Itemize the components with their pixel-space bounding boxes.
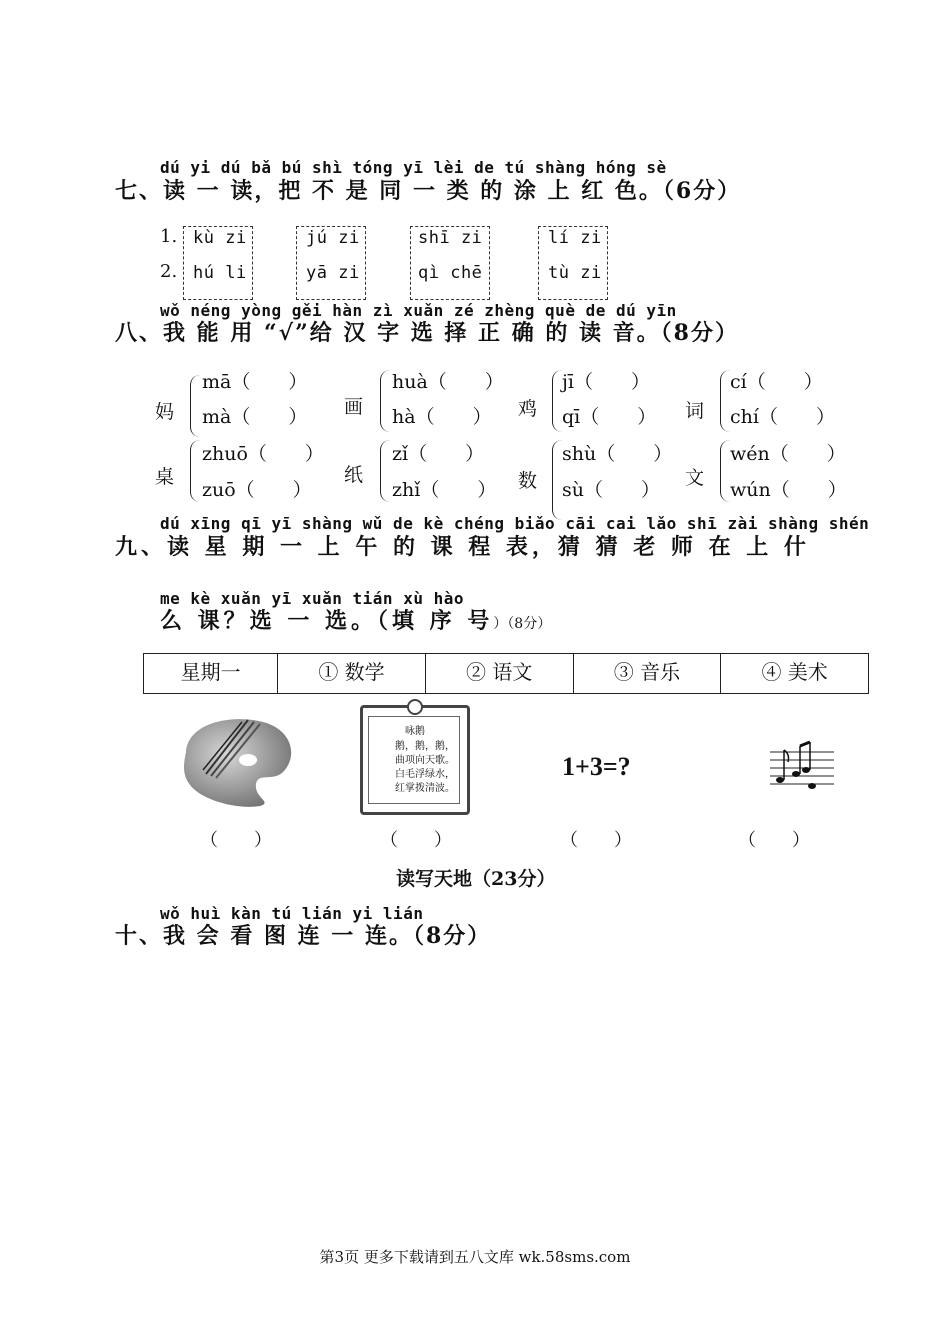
q9-pinyin-line2: me kè xuǎn yī xuǎn tián xù hào bbox=[160, 589, 464, 608]
option-ji1[interactable]: jī（ ） bbox=[562, 371, 650, 393]
brace-zhuo bbox=[190, 440, 201, 502]
option-hua4[interactable]: huà（ ） bbox=[392, 371, 504, 393]
q8-title: 八、我 能 用 “√”给 汉 字 选 择 正 确 的 读 音。（8分） bbox=[115, 320, 739, 346]
q10-pinyin: wǒ huì kàn tú lián yi lián bbox=[160, 904, 424, 923]
schedule-option-chinese: ② 语文 bbox=[425, 654, 573, 694]
q7-pinyin: dú yi dú bǎ bú shì tóng yī lèi de tú shàng hóng sè bbox=[160, 158, 667, 177]
q7-title: 七、读 一 读，把 不 是 同 一 类 的 涂 上 红 色。（6分） bbox=[115, 178, 742, 204]
word-yazi: yā zi bbox=[306, 263, 360, 283]
page-footer: 第3页 更多下载请到五八文库 wk.58sms.com bbox=[319, 1248, 631, 1266]
brace-hua bbox=[380, 370, 391, 432]
option-ma4[interactable]: mà（ ） bbox=[202, 406, 308, 428]
q9-pinyin-line1: dú xīng qī yī shàng wǔ de kè chéng biǎo cāi cai lǎo shī zài shàng shén bbox=[160, 514, 870, 533]
word-shizi: shī zi bbox=[418, 228, 483, 248]
q9-title-line1: 九、读 星 期 一 上 午 的 课 程 表，猜 猜 老 师 在 上 什 bbox=[115, 534, 810, 560]
char-hua: 画 bbox=[344, 396, 364, 418]
char-ma: 妈 bbox=[155, 401, 175, 423]
schedule-day: 星期一 bbox=[144, 654, 278, 694]
poem-title: 咏鹅 bbox=[405, 726, 425, 737]
q9-title-line2: 么 课？选 一 选。（填 序 号）（8分） bbox=[160, 608, 552, 634]
option-wun2[interactable]: wún（ ） bbox=[730, 479, 847, 501]
option-zuo1[interactable]: zuō（ ） bbox=[202, 479, 312, 501]
option-zhuo1[interactable]: zhuō（ ） bbox=[202, 443, 324, 465]
answer-blank-1[interactable]: （ ） bbox=[200, 830, 272, 851]
option-ha4[interactable]: hà（ ） bbox=[392, 406, 492, 428]
option-zhi3[interactable]: zhǐ（ ） bbox=[392, 479, 497, 501]
word-huli: hú li bbox=[193, 263, 247, 283]
option-wen2[interactable]: wén（ ） bbox=[730, 443, 846, 465]
q7-row1-number: 1. bbox=[160, 226, 178, 247]
word-juzi: jú zi bbox=[306, 228, 360, 248]
option-ma1[interactable]: mā（ ） bbox=[202, 371, 308, 393]
schedule-option-math: ① 数学 bbox=[278, 654, 426, 694]
poem-card-image bbox=[360, 705, 470, 815]
brace-ma bbox=[190, 375, 201, 437]
schedule-option-music: ③ 音乐 bbox=[573, 654, 721, 694]
q8-pinyin: wǒ néng yòng gěi hàn zì xuǎn zé zhèng què de dú yīn bbox=[160, 301, 677, 320]
word-kuzi: kù zi bbox=[193, 228, 247, 248]
math-image: 1+3=? bbox=[562, 752, 631, 781]
schedule-option-art: ④ 美术 bbox=[721, 654, 869, 694]
option-chi2[interactable]: chí（ ） bbox=[730, 406, 835, 428]
section-heading: 读写天地（23分） bbox=[396, 868, 556, 890]
answer-blank-3[interactable]: （ ） bbox=[560, 830, 632, 851]
char-ci: 词 bbox=[685, 400, 705, 422]
char-wen: 文 bbox=[685, 467, 705, 489]
char-zhi: 纸 bbox=[344, 464, 364, 486]
option-zi3[interactable]: zǐ（ ） bbox=[392, 443, 485, 465]
char-zhuo: 桌 bbox=[155, 466, 175, 488]
card-hanger-icon bbox=[407, 699, 423, 715]
word-qiche: qì chē bbox=[418, 263, 483, 283]
schedule-table bbox=[143, 653, 869, 694]
brace-zhi bbox=[380, 440, 391, 502]
q10-title: 十、我 会 看 图 连 一 连。（8分） bbox=[115, 923, 492, 949]
option-ci2[interactable]: cí（ ） bbox=[730, 371, 823, 393]
answer-blank-4[interactable]: （ ） bbox=[738, 830, 810, 851]
option-qi1[interactable]: qī（ ） bbox=[562, 406, 657, 428]
paint-palette-image bbox=[178, 712, 300, 808]
char-ji: 鸡 bbox=[518, 398, 538, 420]
q7-row2-number: 2. bbox=[160, 261, 178, 282]
word-lizi: lí zi bbox=[548, 228, 602, 248]
word-tuzi: tù zi bbox=[548, 263, 602, 283]
poem-text: 鹅，鹅，鹅， 曲项向天歌。 白毛浮绿水， 红掌拨清波。 bbox=[395, 741, 455, 794]
answer-blank-2[interactable]: （ ） bbox=[380, 830, 452, 851]
char-shu: 数 bbox=[518, 470, 538, 492]
option-su4[interactable]: sù（ ） bbox=[562, 479, 660, 501]
option-shu4[interactable]: shù（ ） bbox=[562, 443, 673, 465]
music-notes-image bbox=[770, 738, 834, 790]
